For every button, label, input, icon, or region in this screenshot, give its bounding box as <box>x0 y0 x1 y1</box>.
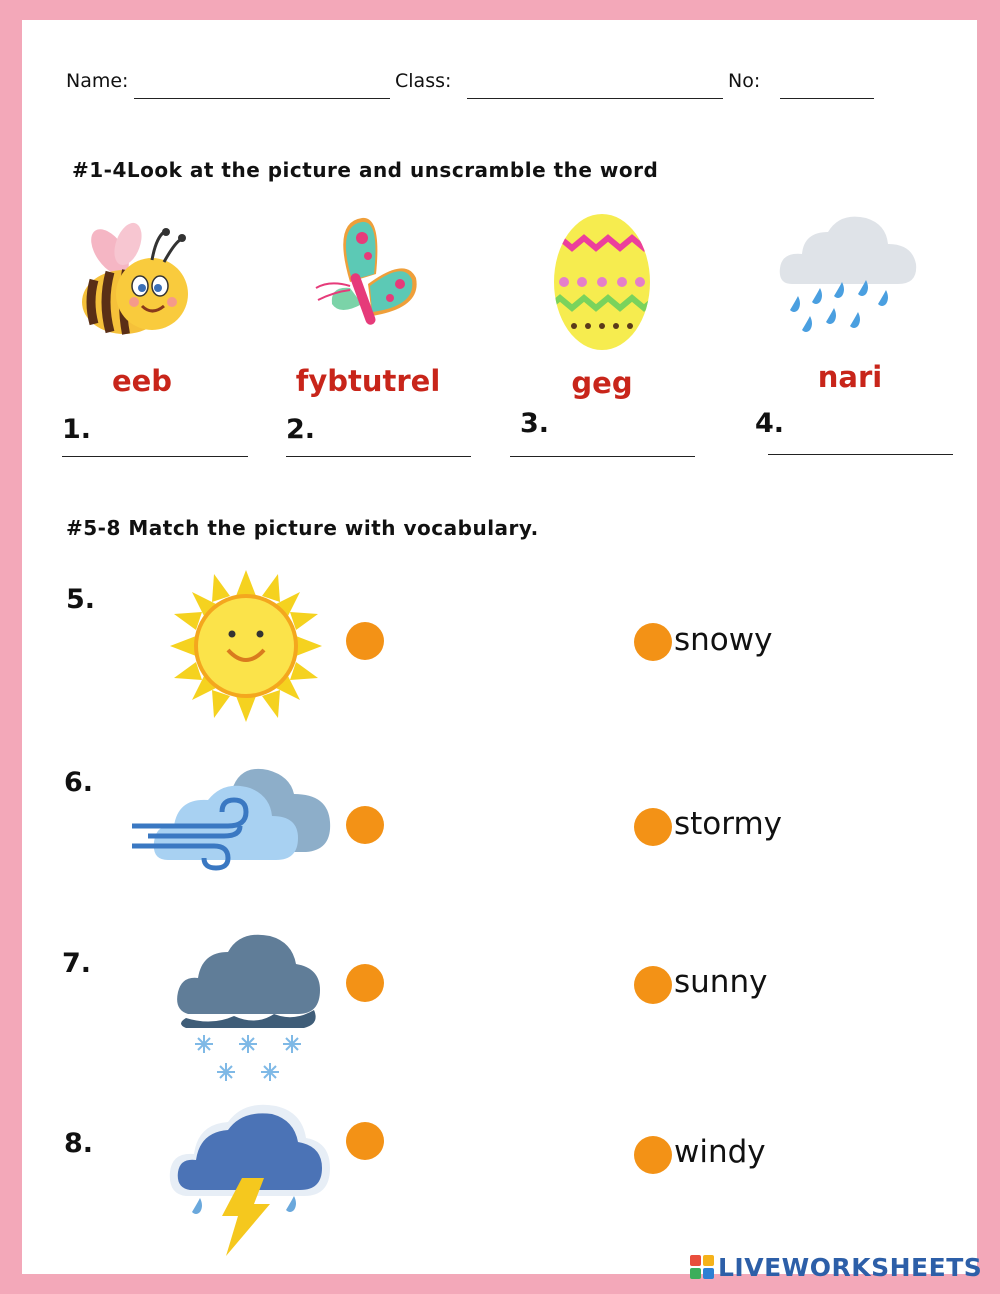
match-dot-picture-5[interactable] <box>346 622 384 660</box>
match-dot-picture-6[interactable] <box>346 806 384 844</box>
match-dot-picture-8[interactable] <box>346 1122 384 1160</box>
class-field[interactable] <box>467 98 723 99</box>
name-field[interactable] <box>134 98 390 99</box>
liveworksheets-logo <box>690 1252 982 1282</box>
match-dot-picture-7[interactable] <box>346 964 384 1002</box>
sun-icon <box>170 570 322 726</box>
vocab-word-windy: windy <box>674 1134 766 1170</box>
scramble-word-1: eeb <box>111 364 173 398</box>
item-number-2: 2. <box>286 414 316 445</box>
no-label: No: <box>728 70 761 92</box>
match-dot-word-snowy[interactable] <box>634 623 672 661</box>
answer-line-3[interactable] <box>510 456 695 457</box>
match-dot-word-stormy[interactable] <box>634 808 672 846</box>
match-number-5: 5. <box>66 584 96 615</box>
section2-title: #5-8 Match the picture with vocabulary. <box>66 516 539 540</box>
scramble-word-4: nari <box>817 360 883 394</box>
match-number-8: 8. <box>64 1128 94 1159</box>
match-dot-word-windy[interactable] <box>634 1136 672 1174</box>
easter-egg-icon <box>548 208 656 358</box>
vocab-word-snowy: snowy <box>674 622 773 658</box>
storm-cloud-icon <box>166 1100 332 1264</box>
match-dot-word-sunny[interactable] <box>634 966 672 1004</box>
name-label: Name: <box>66 70 129 92</box>
no-field[interactable] <box>780 98 874 99</box>
item-number-4: 4. <box>755 408 785 439</box>
item-number-1: 1. <box>62 414 92 445</box>
rain-cloud-icon <box>778 210 920 342</box>
answer-line-2[interactable] <box>286 456 471 457</box>
bee-icon <box>72 214 197 348</box>
section1-title: #1-4Look at the picture and unscramble the word <box>72 158 659 182</box>
match-number-6: 6. <box>64 767 94 798</box>
vocab-word-sunny: sunny <box>674 964 768 1000</box>
butterfly-icon <box>310 212 425 341</box>
answer-line-4[interactable] <box>768 454 953 455</box>
match-number-7: 7. <box>62 948 92 979</box>
class-label: Class: <box>395 70 452 92</box>
scramble-word-3: geg <box>571 366 633 400</box>
logo-squares-icon <box>690 1255 714 1279</box>
item-number-3: 3. <box>520 408 550 439</box>
worksheet-page <box>22 20 977 1274</box>
answer-line-1[interactable] <box>62 456 248 457</box>
vocab-word-stormy: stormy <box>674 806 783 842</box>
snow-cloud-icon <box>174 928 324 1092</box>
scramble-word-2: fybtutrel <box>295 364 441 398</box>
brand-text: LIVEWORKSHEETS <box>718 1252 983 1282</box>
wind-cloud-icon <box>128 764 334 880</box>
